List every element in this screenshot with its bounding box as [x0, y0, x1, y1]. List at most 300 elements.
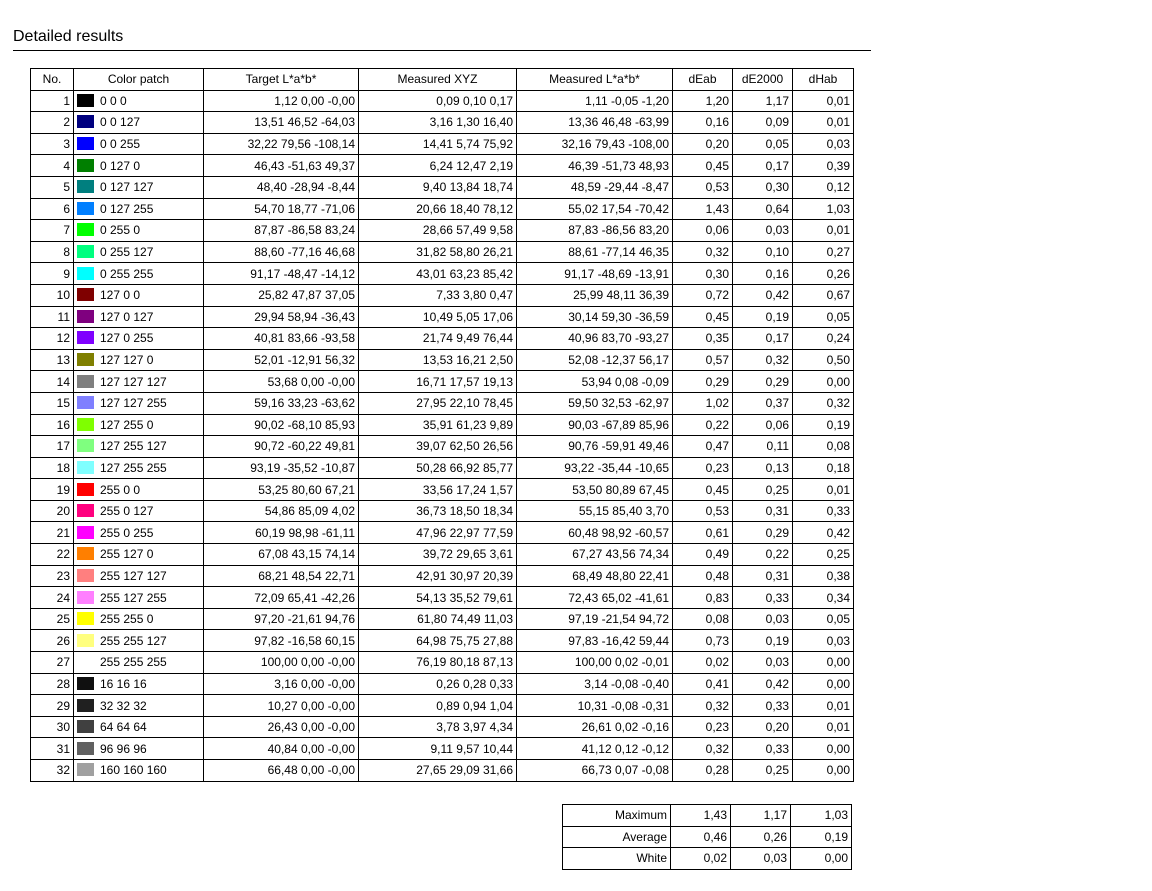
color-swatch [77, 763, 94, 776]
col-header-no: No. [31, 69, 74, 91]
cell-dhab: 0,01 [793, 695, 854, 717]
color-swatch [77, 310, 94, 323]
cell-dhab: 0,34 [793, 587, 854, 609]
cell-no: 9 [31, 263, 74, 285]
cell-dhab: 0,18 [793, 457, 854, 479]
cell-deab: 0,53 [673, 500, 733, 522]
cell-measured-xyz: 16,71 17,57 19,13 [359, 371, 517, 393]
cell-target-lab: 40,84 0,00 -0,00 [204, 738, 359, 760]
color-swatch [77, 461, 94, 474]
cell-measured-xyz: 43,01 63,23 85,42 [359, 263, 517, 285]
cell-color-patch [74, 565, 204, 587]
patch-rgb-label: 127 127 0 [100, 353, 154, 368]
cell-de2000: 0,03 [733, 220, 793, 242]
cell-target-lab: 66,48 0,00 -0,00 [204, 760, 359, 782]
header-row [31, 69, 854, 91]
cell-deab: 0,29 [673, 371, 733, 393]
table-row [31, 176, 854, 198]
cell-de2000: 0,19 [733, 630, 793, 652]
cell-measured-xyz: 42,91 30,97 20,39 [359, 565, 517, 587]
table-row [31, 630, 854, 652]
cell-no: 13 [31, 349, 74, 371]
table-row [31, 500, 854, 522]
cell-de2000: 0,42 [733, 284, 793, 306]
cell-dhab: 0,00 [793, 652, 854, 674]
cell-de2000: 0,06 [733, 414, 793, 436]
cell-measured-xyz: 64,98 75,75 27,88 [359, 630, 517, 652]
cell-measured-xyz: 0,26 0,28 0,33 [359, 673, 517, 695]
cell-measured-lab: 26,61 0,02 -0,16 [517, 716, 673, 738]
table-row [31, 544, 854, 566]
col-header-dhab: dHab [793, 69, 854, 91]
cell-color-patch [74, 587, 204, 609]
table-row [31, 263, 854, 285]
cell-color-patch [74, 176, 204, 198]
cell-de2000: 0,11 [733, 436, 793, 458]
patch-rgb-label: 0 0 255 [100, 137, 141, 152]
cell-no: 22 [31, 544, 74, 566]
table-row [31, 371, 854, 393]
cell-target-lab: 26,43 0,00 -0,00 [204, 716, 359, 738]
cell-dhab: 0,01 [793, 479, 854, 501]
summary-de2000: 1,17 [731, 805, 791, 827]
color-swatch [77, 353, 94, 366]
cell-target-lab: 60,19 98,98 -61,11 [204, 522, 359, 544]
cell-dhab: 0,25 [793, 544, 854, 566]
cell-color-patch [74, 371, 204, 393]
cell-deab: 0,48 [673, 565, 733, 587]
cell-no: 28 [31, 673, 74, 695]
cell-target-lab: 54,86 85,09 4,02 [204, 500, 359, 522]
cell-measured-xyz: 6,24 12,47 2,19 [359, 155, 517, 177]
cell-target-lab: 72,09 65,41 -42,26 [204, 587, 359, 609]
cell-de2000: 0,37 [733, 392, 793, 414]
cell-deab: 1,02 [673, 392, 733, 414]
cell-deab: 0,47 [673, 436, 733, 458]
cell-no: 5 [31, 176, 74, 198]
cell-deab: 0,57 [673, 349, 733, 371]
cell-measured-lab: 25,99 48,11 36,39 [517, 284, 673, 306]
cell-de2000: 0,09 [733, 112, 793, 134]
table-row [31, 608, 854, 630]
summary-table [562, 804, 852, 870]
cell-deab: 0,32 [673, 241, 733, 263]
cell-measured-xyz: 36,73 18,50 18,34 [359, 500, 517, 522]
table-row [31, 90, 854, 112]
cell-de2000: 0,33 [733, 695, 793, 717]
cell-de2000: 0,17 [733, 328, 793, 350]
cell-no: 6 [31, 198, 74, 220]
summary-dhab: 0,19 [791, 826, 852, 848]
cell-measured-lab: 97,83 -16,42 59,44 [517, 630, 673, 652]
col-header-color-patch: Color patch [74, 69, 204, 91]
patch-rgb-label: 255 255 255 [100, 655, 167, 670]
patch-rgb-label: 255 0 127 [100, 504, 154, 519]
patch-rgb-label: 255 255 0 [100, 612, 154, 627]
color-swatch [77, 375, 94, 388]
cell-deab: 0,16 [673, 112, 733, 134]
cell-color-patch [74, 673, 204, 695]
table-row [31, 241, 854, 263]
cell-no: 19 [31, 479, 74, 501]
cell-no: 15 [31, 392, 74, 414]
summary-deab: 1,43 [671, 805, 731, 827]
color-swatch [77, 742, 94, 755]
table-row [31, 479, 854, 501]
cell-dhab: 0,01 [793, 112, 854, 134]
summary-row [563, 848, 852, 870]
cell-target-lab: 10,27 0,00 -0,00 [204, 695, 359, 717]
cell-deab: 0,45 [673, 155, 733, 177]
cell-measured-lab: 87,83 -86,56 83,20 [517, 220, 673, 242]
cell-measured-xyz: 39,07 62,50 26,56 [359, 436, 517, 458]
color-swatch [77, 245, 94, 258]
cell-measured-xyz: 61,80 74,49 11,03 [359, 608, 517, 630]
cell-no: 32 [31, 760, 74, 782]
color-swatch [77, 569, 94, 582]
patch-rgb-label: 0 127 255 [100, 201, 154, 216]
cell-dhab: 0,67 [793, 284, 854, 306]
cell-deab: 0,49 [673, 544, 733, 566]
col-header-deab: dEab [673, 69, 733, 91]
patch-rgb-label: 255 0 255 [100, 525, 154, 540]
color-swatch [77, 331, 94, 344]
cell-deab: 0,45 [673, 479, 733, 501]
cell-target-lab: 97,82 -16,58 60,15 [204, 630, 359, 652]
cell-measured-lab: 100,00 0,02 -0,01 [517, 652, 673, 674]
cell-measured-xyz: 9,40 13,84 18,74 [359, 176, 517, 198]
cell-deab: 0,30 [673, 263, 733, 285]
cell-measured-xyz: 7,33 3,80 0,47 [359, 284, 517, 306]
cell-de2000: 0,22 [733, 544, 793, 566]
summary-de2000: 0,26 [731, 826, 791, 848]
patch-rgb-label: 0 0 127 [100, 115, 141, 130]
cell-de2000: 0,32 [733, 349, 793, 371]
cell-target-lab: 90,02 -68,10 85,93 [204, 414, 359, 436]
cell-deab: 0,23 [673, 457, 733, 479]
cell-color-patch [74, 90, 204, 112]
patch-rgb-label: 127 0 0 [100, 288, 141, 303]
cell-measured-lab: 55,02 17,54 -70,42 [517, 198, 673, 220]
cell-measured-lab: 55,15 85,40 3,70 [517, 500, 673, 522]
cell-de2000: 1,17 [733, 90, 793, 112]
summary-row [563, 826, 852, 848]
table-row [31, 349, 854, 371]
cell-measured-lab: 32,16 79,43 -108,00 [517, 133, 673, 155]
cell-no: 14 [31, 371, 74, 393]
color-swatch [77, 439, 94, 452]
cell-color-patch [74, 155, 204, 177]
patch-rgb-label: 64 64 64 [100, 720, 147, 735]
patch-rgb-label: 127 127 127 [100, 374, 167, 389]
cell-measured-lab: 93,22 -35,44 -10,65 [517, 457, 673, 479]
color-swatch [77, 526, 94, 539]
cell-de2000: 0,31 [733, 565, 793, 587]
cell-color-patch [74, 760, 204, 782]
cell-measured-lab: 1,11 -0,05 -1,20 [517, 90, 673, 112]
cell-measured-lab: 97,19 -21,54 94,72 [517, 608, 673, 630]
cell-deab: 0,32 [673, 738, 733, 760]
color-swatch [77, 655, 94, 668]
cell-color-patch [74, 716, 204, 738]
cell-de2000: 0,17 [733, 155, 793, 177]
cell-deab: 0,22 [673, 414, 733, 436]
cell-de2000: 0,25 [733, 760, 793, 782]
cell-measured-xyz: 13,53 16,21 2,50 [359, 349, 517, 371]
cell-no: 24 [31, 587, 74, 609]
color-swatch [77, 547, 94, 560]
summary-dhab: 1,03 [791, 805, 852, 827]
patch-rgb-label: 0 255 255 [100, 266, 154, 281]
cell-dhab: 0,27 [793, 241, 854, 263]
cell-measured-xyz: 14,41 5,74 75,92 [359, 133, 517, 155]
cell-dhab: 0,26 [793, 263, 854, 285]
cell-color-patch [74, 738, 204, 760]
cell-color-patch [74, 284, 204, 306]
cell-deab: 0,35 [673, 328, 733, 350]
table-row [31, 306, 854, 328]
cell-de2000: 0,13 [733, 457, 793, 479]
cell-no: 17 [31, 436, 74, 458]
title-divider [13, 50, 871, 51]
table-row [31, 155, 854, 177]
cell-color-patch [74, 544, 204, 566]
cell-target-lab: 13,51 46,52 -64,03 [204, 112, 359, 134]
cell-measured-lab: 41,12 0,12 -0,12 [517, 738, 673, 760]
patch-rgb-label: 255 127 127 [100, 568, 167, 583]
cell-measured-lab: 3,14 -0,08 -0,40 [517, 673, 673, 695]
patch-rgb-label: 160 160 160 [100, 763, 167, 778]
cell-measured-xyz: 76,19 80,18 87,13 [359, 652, 517, 674]
cell-deab: 0,73 [673, 630, 733, 652]
cell-target-lab: 3,16 0,00 -0,00 [204, 673, 359, 695]
color-swatch [77, 720, 94, 733]
cell-measured-lab: 67,27 43,56 74,34 [517, 544, 673, 566]
cell-color-patch [74, 457, 204, 479]
cell-target-lab: 46,43 -51,63 49,37 [204, 155, 359, 177]
summary-row [563, 805, 852, 827]
cell-color-patch [74, 349, 204, 371]
cell-measured-lab: 10,31 -0,08 -0,31 [517, 695, 673, 717]
patch-rgb-label: 255 255 127 [100, 633, 167, 648]
color-swatch [77, 223, 94, 236]
patch-rgb-label: 32 32 32 [100, 698, 147, 713]
cell-target-lab: 48,40 -28,94 -8,44 [204, 176, 359, 198]
cell-target-lab: 88,60 -77,16 46,68 [204, 241, 359, 263]
page-title: Detailed results [13, 28, 124, 45]
cell-color-patch [74, 414, 204, 436]
cell-measured-lab: 91,17 -48,69 -13,91 [517, 263, 673, 285]
cell-measured-lab: 66,73 0,07 -0,08 [517, 760, 673, 782]
cell-dhab: 0,32 [793, 392, 854, 414]
cell-dhab: 0,00 [793, 760, 854, 782]
cell-measured-xyz: 28,66 57,49 9,58 [359, 220, 517, 242]
cell-de2000: 0,33 [733, 738, 793, 760]
cell-target-lab: 97,20 -21,61 94,76 [204, 608, 359, 630]
cell-dhab: 0,01 [793, 220, 854, 242]
summary-label: Average [563, 826, 671, 848]
summary-de2000: 0,03 [731, 848, 791, 870]
cell-measured-lab: 46,39 -51,73 48,93 [517, 155, 673, 177]
color-swatch [77, 699, 94, 712]
patch-rgb-label: 255 0 0 [100, 482, 141, 497]
cell-no: 1 [31, 90, 74, 112]
cell-dhab: 0,00 [793, 738, 854, 760]
color-swatch [77, 288, 94, 301]
cell-dhab: 0,01 [793, 716, 854, 738]
cell-measured-lab: 30,14 59,30 -36,59 [517, 306, 673, 328]
summary-dhab: 0,00 [791, 848, 852, 870]
cell-no: 7 [31, 220, 74, 242]
summary-label: Maximum [563, 805, 671, 827]
cell-no: 21 [31, 522, 74, 544]
cell-deab: 1,20 [673, 90, 733, 112]
table-row [31, 760, 854, 782]
cell-measured-xyz: 33,56 17,24 1,57 [359, 479, 517, 501]
cell-measured-xyz: 47,96 22,97 77,59 [359, 522, 517, 544]
cell-dhab: 0,12 [793, 176, 854, 198]
cell-no: 30 [31, 716, 74, 738]
color-swatch [77, 180, 94, 193]
cell-no: 3 [31, 133, 74, 155]
color-swatch [77, 94, 94, 107]
color-swatch [77, 591, 94, 604]
cell-measured-xyz: 20,66 18,40 78,12 [359, 198, 517, 220]
cell-de2000: 0,10 [733, 241, 793, 263]
patch-rgb-label: 16 16 16 [100, 676, 147, 691]
cell-dhab: 0,00 [793, 673, 854, 695]
col-header-measured-xyz: Measured XYZ [359, 69, 517, 91]
cell-de2000: 0,19 [733, 306, 793, 328]
cell-no: 12 [31, 328, 74, 350]
cell-measured-lab: 88,61 -77,14 46,35 [517, 241, 673, 263]
table-row [31, 284, 854, 306]
cell-no: 23 [31, 565, 74, 587]
cell-de2000: 0,33 [733, 587, 793, 609]
cell-measured-xyz: 3,78 3,97 4,34 [359, 716, 517, 738]
cell-dhab: 0,24 [793, 328, 854, 350]
cell-dhab: 0,19 [793, 414, 854, 436]
cell-target-lab: 54,70 18,77 -71,06 [204, 198, 359, 220]
patch-rgb-label: 0 255 127 [100, 245, 154, 260]
color-swatch [77, 418, 94, 431]
cell-dhab: 1,03 [793, 198, 854, 220]
cell-measured-lab: 59,50 32,53 -62,97 [517, 392, 673, 414]
cell-dhab: 0,03 [793, 133, 854, 155]
cell-measured-lab: 60,48 98,92 -60,57 [517, 522, 673, 544]
cell-color-patch [74, 112, 204, 134]
cell-measured-lab: 53,94 0,08 -0,09 [517, 371, 673, 393]
cell-deab: 0,06 [673, 220, 733, 242]
cell-deab: 0,45 [673, 306, 733, 328]
cell-color-patch [74, 198, 204, 220]
cell-no: 10 [31, 284, 74, 306]
cell-measured-lab: 13,36 46,48 -63,99 [517, 112, 673, 134]
cell-target-lab: 67,08 43,15 74,14 [204, 544, 359, 566]
cell-color-patch [74, 241, 204, 263]
cell-measured-xyz: 3,16 1,30 16,40 [359, 112, 517, 134]
col-header-target-lab: Target L*a*b* [204, 69, 359, 91]
cell-target-lab: 53,68 0,00 -0,00 [204, 371, 359, 393]
cell-color-patch [74, 328, 204, 350]
patch-rgb-label: 127 255 0 [100, 417, 154, 432]
cell-no: 20 [31, 500, 74, 522]
cell-color-patch [74, 479, 204, 501]
cell-target-lab: 29,94 58,94 -36,43 [204, 306, 359, 328]
cell-no: 25 [31, 608, 74, 630]
color-swatch [77, 634, 94, 647]
patch-rgb-label: 127 0 255 [100, 331, 154, 346]
cell-target-lab: 59,16 33,23 -63,62 [204, 392, 359, 414]
patch-rgb-label: 255 127 255 [100, 590, 167, 605]
cell-measured-lab: 90,76 -59,91 49,46 [517, 436, 673, 458]
cell-deab: 0,61 [673, 522, 733, 544]
cell-measured-lab: 72,43 65,02 -41,61 [517, 587, 673, 609]
cell-measured-xyz: 54,13 35,52 79,61 [359, 587, 517, 609]
table-row [31, 738, 854, 760]
cell-measured-xyz: 31,82 58,80 26,21 [359, 241, 517, 263]
cell-deab: 0,28 [673, 760, 733, 782]
table-row [31, 587, 854, 609]
cell-measured-xyz: 0,89 0,94 1,04 [359, 695, 517, 717]
cell-dhab: 0,00 [793, 371, 854, 393]
cell-no: 26 [31, 630, 74, 652]
summary-deab: 0,46 [671, 826, 731, 848]
cell-color-patch [74, 630, 204, 652]
cell-no: 16 [31, 414, 74, 436]
cell-dhab: 0,50 [793, 349, 854, 371]
color-swatch [77, 612, 94, 625]
cell-dhab: 0,03 [793, 630, 854, 652]
table-row [31, 522, 854, 544]
cell-color-patch [74, 133, 204, 155]
cell-measured-xyz: 21,74 9,49 76,44 [359, 328, 517, 350]
cell-deab: 1,43 [673, 198, 733, 220]
cell-color-patch [74, 652, 204, 674]
color-swatch [77, 267, 94, 280]
cell-dhab: 0,01 [793, 90, 854, 112]
cell-color-patch [74, 522, 204, 544]
cell-target-lab: 100,00 0,00 -0,00 [204, 652, 359, 674]
cell-de2000: 0,29 [733, 371, 793, 393]
table-row [31, 392, 854, 414]
cell-measured-lab: 48,59 -29,44 -8,47 [517, 176, 673, 198]
results-body [31, 90, 854, 781]
cell-target-lab: 68,21 48,54 22,71 [204, 565, 359, 587]
table-row [31, 198, 854, 220]
cell-color-patch [74, 306, 204, 328]
patch-rgb-label: 0 127 0 [100, 158, 141, 173]
cell-measured-lab: 53,50 80,89 67,45 [517, 479, 673, 501]
table-row [31, 673, 854, 695]
cell-no: 4 [31, 155, 74, 177]
cell-de2000: 0,31 [733, 500, 793, 522]
cell-measured-xyz: 27,65 29,09 31,66 [359, 760, 517, 782]
cell-dhab: 0,08 [793, 436, 854, 458]
cell-de2000: 0,20 [733, 716, 793, 738]
cell-no: 2 [31, 112, 74, 134]
cell-measured-xyz: 10,49 5,05 17,06 [359, 306, 517, 328]
cell-target-lab: 52,01 -12,91 56,32 [204, 349, 359, 371]
cell-no: 31 [31, 738, 74, 760]
cell-dhab: 0,42 [793, 522, 854, 544]
cell-de2000: 0,25 [733, 479, 793, 501]
table-row [31, 716, 854, 738]
patch-rgb-label: 127 255 127 [100, 439, 167, 454]
patch-rgb-label: 96 96 96 [100, 741, 147, 756]
cell-de2000: 0,03 [733, 608, 793, 630]
cell-deab: 0,23 [673, 716, 733, 738]
